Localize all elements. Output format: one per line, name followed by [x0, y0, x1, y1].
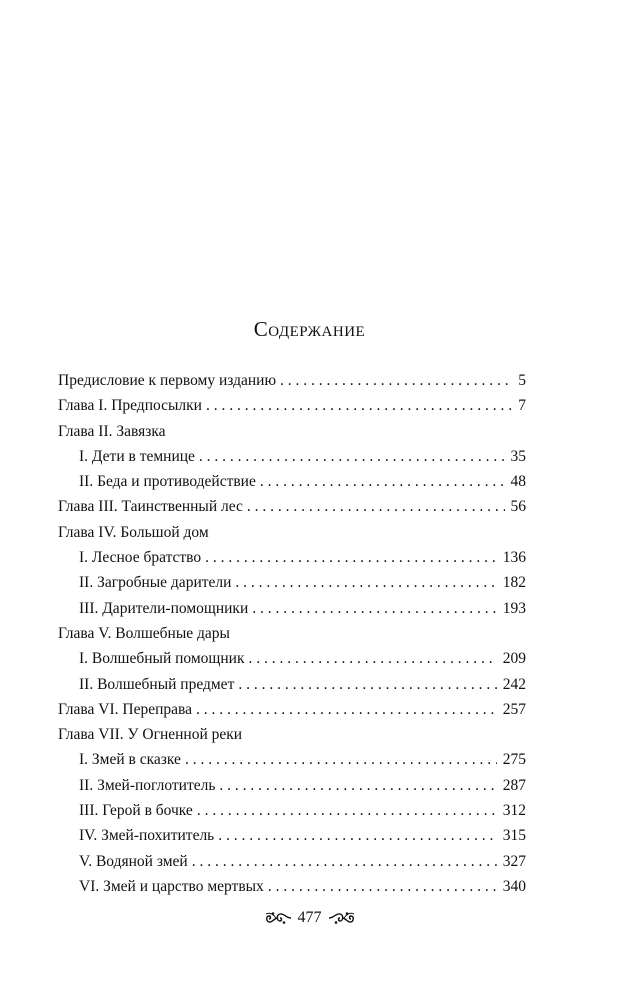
toc-entry — [58, 697, 526, 722]
toc-entry-title: II. Волшебный предмет — [79, 675, 235, 693]
toc-entry-title: Глава III. Таинственный лес — [58, 498, 243, 516]
dot-leader — [252, 596, 497, 621]
dot-leader — [185, 747, 497, 772]
toc-entry — [58, 419, 526, 444]
toc-entry — [58, 520, 526, 545]
toc-entry-page: 193 — [502, 599, 526, 617]
dot-leader — [268, 874, 497, 899]
dot-leader — [238, 672, 496, 697]
table-of-contents — [58, 368, 526, 899]
toc-entry-page: 35 — [510, 447, 526, 465]
toc-subentry — [58, 849, 526, 874]
toc-entry-title: I. Лесное братство — [79, 549, 202, 567]
dot-leader — [206, 393, 512, 418]
toc-entry-title: Глава II. Завязка — [58, 422, 166, 440]
toc-entry-title: III. Дарители-помощники — [79, 599, 249, 617]
toc-entry-title: Глава V. Волшебные дары — [58, 624, 230, 642]
dot-leader — [219, 773, 496, 798]
toc-entry-page: 242 — [502, 675, 526, 693]
toc-entry — [58, 722, 526, 747]
dot-leader — [199, 444, 505, 469]
toc-subentry — [58, 874, 526, 899]
toc-subentry — [58, 823, 526, 848]
toc-entry-page: 182 — [502, 574, 526, 592]
toc-entry-title: Глава VI. Переправа — [58, 700, 193, 718]
toc-subentry — [58, 545, 526, 570]
toc-entry-page: 5 — [518, 372, 526, 389]
dot-leader — [280, 368, 512, 393]
ornament-left-icon — [264, 910, 292, 926]
toc-entry-title: V. Водяной змей — [79, 852, 188, 870]
toc-entry-page: 257 — [502, 700, 526, 718]
toc-entry-title: II. Змей-поглотитель — [79, 776, 216, 794]
toc-entry-page: 56 — [510, 498, 526, 516]
dot-leader — [192, 849, 497, 874]
page-footer — [0, 909, 619, 927]
toc-subentry — [58, 773, 526, 798]
toc-entry-title: II. Загробные дарители — [79, 574, 232, 592]
toc-subentry — [58, 444, 526, 469]
toc-entry-title: Глава VII. У Огненной реки — [58, 726, 243, 744]
toc-entry-page: 48 — [510, 473, 526, 491]
ornament-right-icon — [328, 910, 356, 926]
toc-entry-page: 315 — [502, 827, 526, 845]
dot-leader — [247, 494, 505, 519]
toc-subentry — [58, 646, 526, 671]
dot-leader — [205, 545, 497, 570]
toc-entry — [58, 621, 526, 646]
toc-entry-page: 136 — [502, 549, 526, 567]
toc-entry-page: 327 — [502, 852, 526, 870]
toc-entry-title: I. Змей в сказке — [79, 751, 181, 769]
toc-subentry — [58, 469, 526, 494]
toc-entry — [58, 494, 526, 519]
toc-entry-title: Глава IV. Большой дом — [58, 523, 209, 541]
toc-subentry — [58, 596, 526, 621]
toc-subentry — [58, 570, 526, 595]
page-title: Содержание — [253, 317, 366, 341]
toc-entry-page: 275 — [502, 751, 526, 769]
toc-entry-title: IV. Змей-похититель — [79, 827, 215, 845]
toc-subentry — [58, 672, 526, 697]
toc-entry-page: 340 — [502, 877, 526, 895]
toc-entry-title: VI. Змей и царство мертвых — [79, 877, 264, 895]
dot-leader — [260, 469, 505, 494]
toc-entry-title: I. Волшебный помощник — [79, 650, 245, 668]
toc-entry-page: 287 — [502, 776, 526, 794]
page-number: 477 — [297, 909, 322, 926]
dot-leader — [218, 823, 497, 848]
toc-entry-title: Предисловие к первому изданию — [58, 372, 277, 389]
toc-entry-page: 312 — [502, 802, 526, 820]
dot-leader — [248, 646, 496, 671]
toc-entry-title: I. Дети в темнице — [79, 447, 195, 465]
toc-entry-title: II. Беда и противодействие — [79, 473, 256, 491]
toc-entry-page: 7 — [518, 397, 526, 415]
toc-subentry — [58, 747, 526, 772]
dot-leader — [196, 697, 497, 722]
toc-entry-page: 209 — [502, 650, 526, 668]
toc-entry — [58, 368, 526, 393]
toc-subentry — [58, 798, 526, 823]
toc-entry-title: Глава I. Предпосылки — [58, 397, 202, 415]
toc-entry-title: III. Герой в бочке — [79, 802, 193, 820]
dot-leader — [197, 798, 497, 823]
toc-entry — [58, 393, 526, 418]
dot-leader — [235, 570, 496, 595]
